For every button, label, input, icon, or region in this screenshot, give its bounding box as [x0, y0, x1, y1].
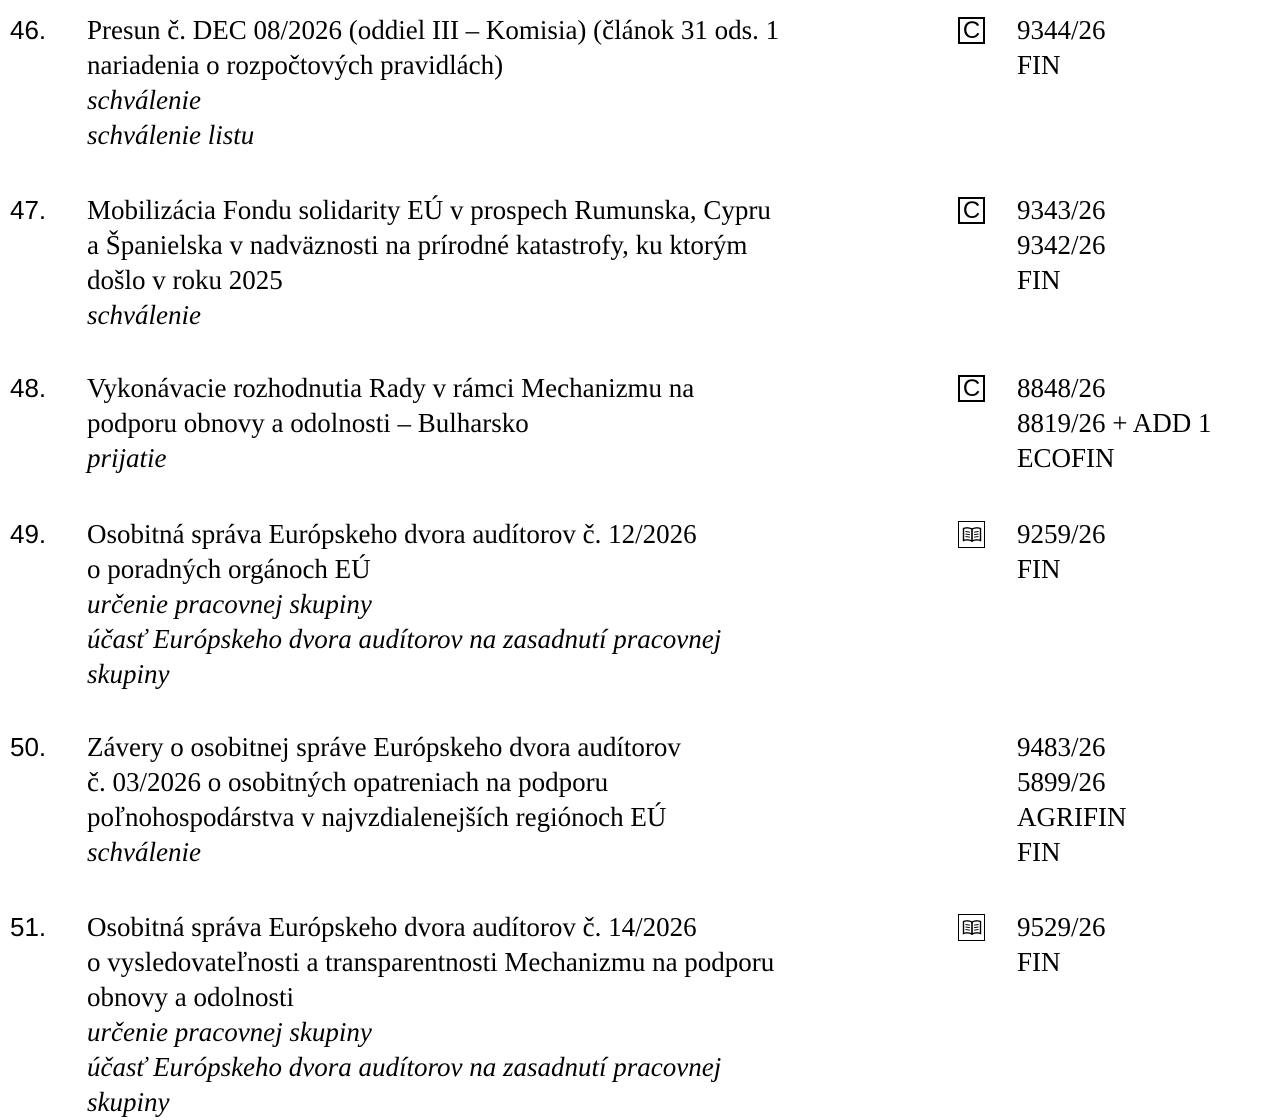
- reference: 9344/26: [1017, 15, 1106, 45]
- action-line: schválenie: [87, 85, 201, 115]
- document-references: [1017, 730, 1272, 870]
- reference: AGRIFIN: [1017, 802, 1127, 832]
- reference: 9259/26: [1017, 519, 1106, 549]
- title-line: Presun č. DEC 08/2026 (oddiel III – Komisia) (článok 31 ods. 1: [87, 15, 780, 45]
- title-line: a Španielska v nadväznosti na prírodné katastrofy, ku ktorým: [87, 230, 748, 260]
- item-number: 46.: [10, 15, 47, 45]
- document-references: [1017, 910, 1272, 980]
- item-number: 50.: [10, 732, 47, 762]
- reference: 9342/26: [1017, 230, 1106, 260]
- reference: 9343/26: [1017, 195, 1106, 225]
- title-line: došlo v roku 2025: [87, 265, 283, 295]
- item-text: [87, 517, 917, 692]
- open-book-icon: [958, 914, 985, 941]
- action-line: schválenie: [87, 300, 201, 330]
- title-line: Mobilizácia Fondu solidarity EÚ v prospech Rumunska, Cypru: [87, 195, 771, 225]
- action-line: skupiny: [87, 659, 170, 689]
- title-line: Osobitná správa Európskeho dvora audítorov č. 12/2026: [87, 519, 697, 549]
- document-references: [1017, 371, 1272, 476]
- action-line: prijatie: [87, 443, 167, 473]
- action-line: skupiny: [87, 1087, 170, 1117]
- reference: 8848/26: [1017, 373, 1106, 403]
- item-number: 51.: [10, 912, 47, 942]
- item-text: [87, 13, 917, 153]
- letter-c-box-icon: C: [958, 375, 985, 402]
- action-line: určenie pracovnej skupiny: [87, 589, 372, 619]
- letter-c-box-icon: C: [958, 197, 985, 224]
- action-line: určenie pracovnej skupiny: [87, 1017, 372, 1047]
- reference: 5899/26: [1017, 767, 1106, 797]
- item-text: [87, 730, 917, 870]
- reference: ECOFIN: [1017, 443, 1115, 473]
- title-line: nariadenia o rozpočtových pravidlách): [87, 50, 504, 80]
- reference: FIN: [1017, 50, 1061, 80]
- title-line: o vysledovateľnosti a transparentnosti Mechanizmu na podporu: [87, 947, 775, 977]
- reference: 9529/26: [1017, 912, 1106, 942]
- title-line: Osobitná správa Európskeho dvora audítorov č. 14/2026: [87, 912, 697, 942]
- title-line: obnovy a odolnosti: [87, 982, 294, 1012]
- action-line: schválenie listu: [87, 120, 255, 150]
- title-line: poľnohospodárstva v najvzdialenejších regiónoch EÚ: [87, 802, 667, 832]
- document-references: [1017, 193, 1272, 298]
- reference: FIN: [1017, 947, 1061, 977]
- document-references: [1017, 13, 1272, 83]
- item-number: 48.: [10, 373, 47, 403]
- title-line: č. 03/2026 o osobitných opatreniach na podporu: [87, 767, 609, 797]
- item-number: 47.: [10, 195, 47, 225]
- action-line: schválenie: [87, 837, 201, 867]
- title-line: o poradných orgánoch EÚ: [87, 554, 371, 584]
- action-line: účasť Európskeho dvora audítorov na zasadnutí pracovnej: [87, 1052, 722, 1082]
- reference: FIN: [1017, 837, 1061, 867]
- reference: 9483/26: [1017, 732, 1106, 762]
- letter-c-box-icon: C: [958, 17, 985, 44]
- reference: 8819/26 + ADD 1: [1017, 408, 1212, 438]
- title-line: podporu obnovy a odolnosti – Bulharsko: [87, 408, 529, 438]
- title-line: Vykonávacie rozhodnutia Rady v rámci Mechanizmu na: [87, 373, 695, 403]
- reference: FIN: [1017, 265, 1061, 295]
- reference: FIN: [1017, 554, 1061, 584]
- item-text: [87, 910, 917, 1120]
- action-line: účasť Európskeho dvora audítorov na zasadnutí pracovnej: [87, 624, 722, 654]
- document-references: [1017, 517, 1272, 587]
- item-text: [87, 193, 917, 333]
- title-line: Závery o osobitnej správe Európskeho dvora audítorov: [87, 732, 681, 762]
- open-book-icon: [958, 521, 985, 548]
- item-text: [87, 371, 917, 476]
- item-number: 49.: [10, 519, 47, 549]
